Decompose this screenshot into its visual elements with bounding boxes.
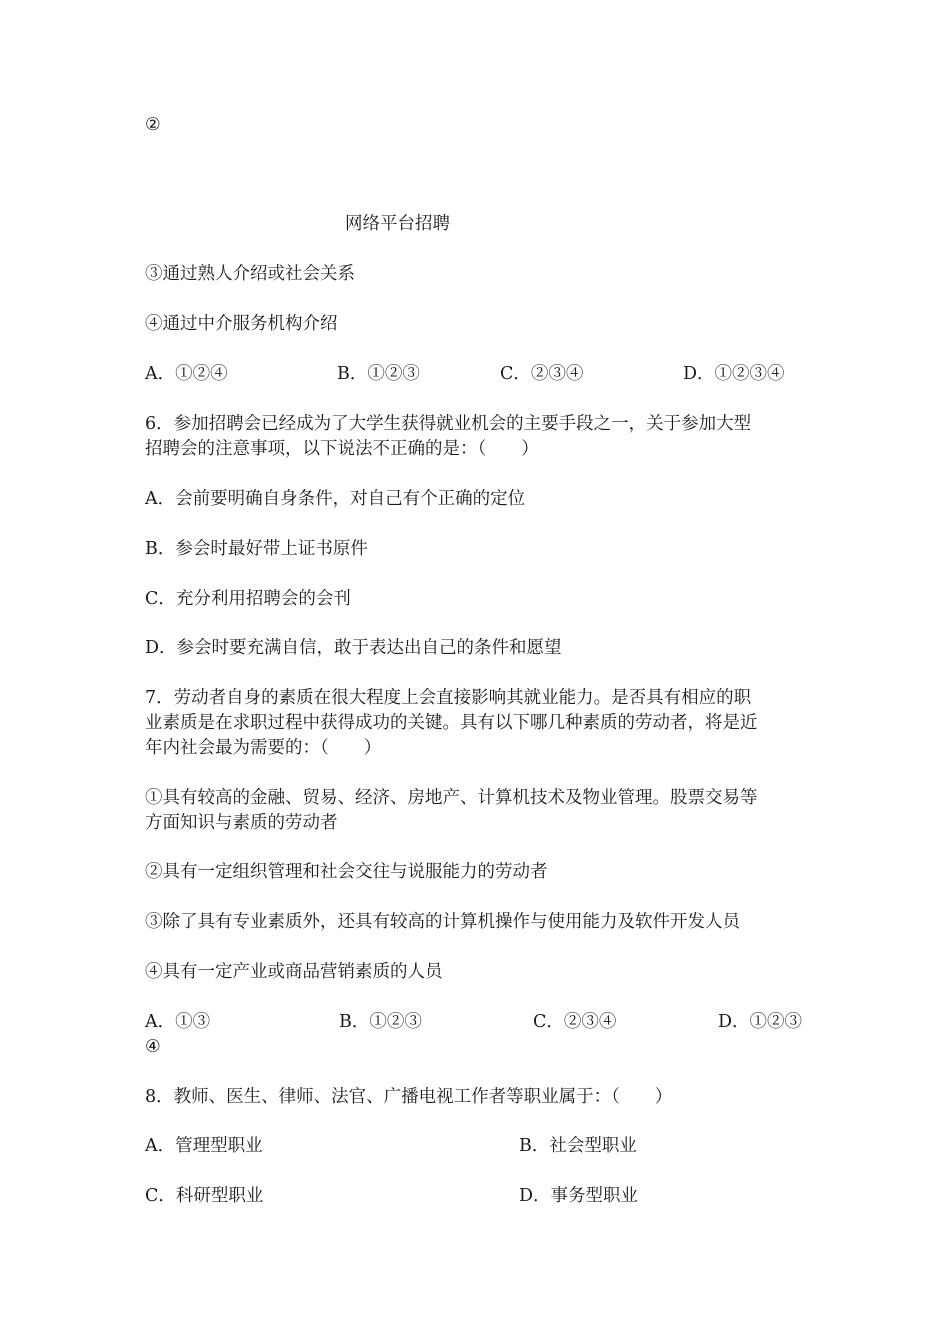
q7-item-4: ④具有一定产业或商品营销素质的人员 [145, 962, 443, 982]
q5-option-d: D．①②③④ [683, 364, 785, 384]
fragment-network-recruiting: 网络平台招聘 [345, 214, 450, 234]
q8-option-c: C．科研型职业 [145, 1186, 264, 1206]
q7-option-b: B．①②③ [339, 1012, 422, 1032]
q8-stem: 8．教师、医生、律师、法官、广播电视工作者等职业属于：（ ） [145, 1087, 673, 1107]
q6-option-d: D．参会时要充满自信，敢于表达出自己的条件和愿望 [145, 638, 562, 658]
q7-item-1-line-1: ①具有较高的金融、贸易、经济、房地产、计算机技术及物业管理。股票交易等 [145, 788, 758, 808]
q7-item-1-line-2: 方面知识与素质的劳动者 [145, 813, 338, 833]
q5-option-c: C．②③④ [500, 364, 584, 384]
q5-options [145, 361, 815, 388]
q6-option-c: C．充分利用招聘会的会刊 [145, 589, 351, 609]
q7-stem-line-2: 业素质是在求职过程中获得成功的关键。具有以下哪几种素质的劳动者，将是近 [145, 713, 758, 733]
q7-option-c: C．②③④ [533, 1012, 617, 1032]
fragment-item-3: ③通过熟人介绍或社会关系 [145, 264, 355, 284]
q7-stem-line-3: 年内社会最为需要的：（ ） [145, 738, 382, 758]
q5-option-b: B．①②③ [337, 364, 420, 384]
q8-option-d: D．事务型职业 [519, 1186, 639, 1206]
q7-option-a: A．①③ [145, 1012, 211, 1032]
q8-option-a: A．管理型职业 [145, 1136, 263, 1156]
q6-option-a: A．会前要明确自身条件，对自己有个正确的定位 [145, 489, 526, 509]
q5-option-a: A．①②④ [145, 364, 228, 384]
q8-options-row-1 [145, 1133, 815, 1160]
q6-stem-line-1: 6．参加招聘会已经成为了大学生获得就业机会的主要手段之一，关于参加大型 [145, 414, 752, 434]
q8-options-row-2 [145, 1183, 815, 1210]
q7-options [145, 1009, 815, 1036]
q7-option-d: D．①②③ [718, 1012, 803, 1032]
fragment-circle-2: ② [145, 115, 161, 135]
q7-option-d-wrap: ④ [145, 1037, 161, 1057]
q6-stem-line-2: 招聘会的注意事项，以下说法不正确的是：（ ） [145, 439, 539, 459]
fragment-item-4: ④通过中介服务机构介绍 [145, 314, 338, 334]
q8-option-b: B．社会型职业 [519, 1136, 637, 1156]
q6-option-b: B．参会时最好带上证书原件 [145, 539, 368, 559]
q7-item-3: ③除了具有专业素质外，还具有较高的计算机操作与使用能力及软件开发人员 [145, 912, 740, 932]
q7-stem-line-1: 7．劳动者自身的素质在很大程度上会直接影响其就业能力。是否具有相应的职 [145, 688, 752, 708]
q7-item-2: ②具有一定组织管理和社会交往与说服能力的劳动者 [145, 862, 548, 882]
